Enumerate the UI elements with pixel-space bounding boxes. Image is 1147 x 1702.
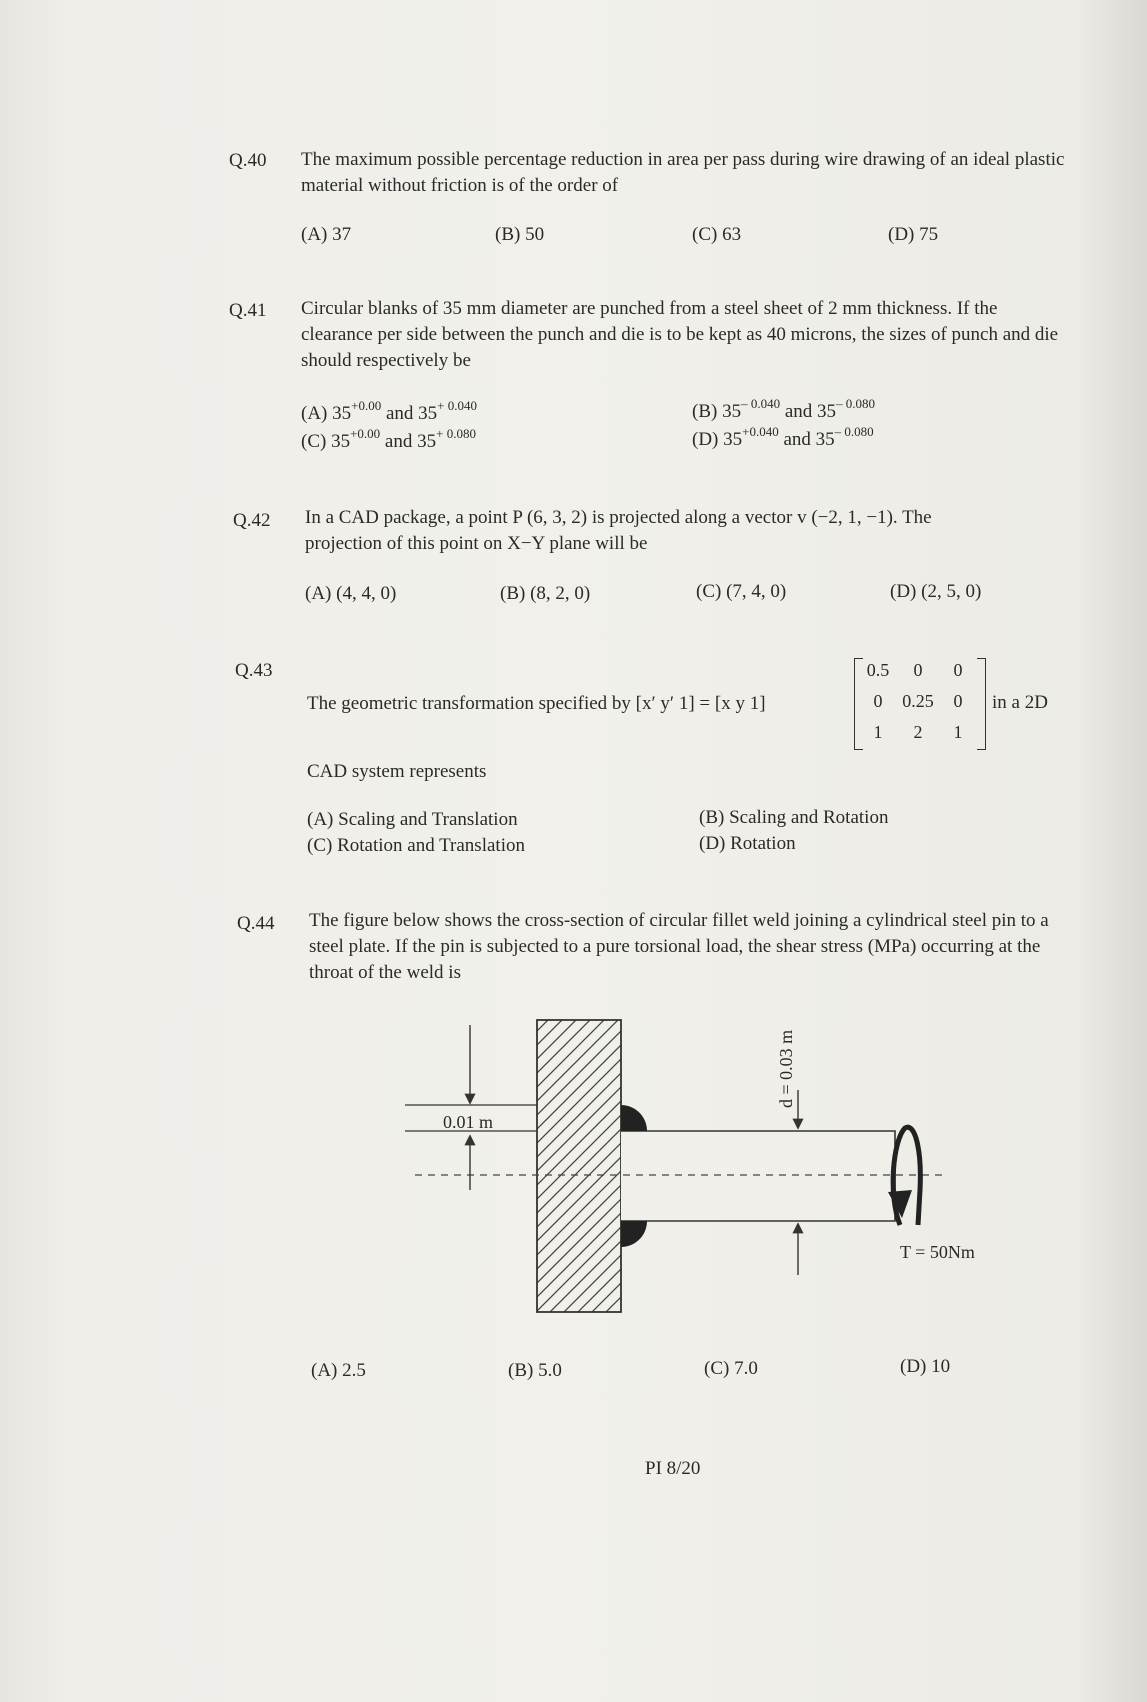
torque-label: T = 50Nm xyxy=(900,1242,975,1262)
matrix-cell: 0 xyxy=(953,691,963,711)
matrix-cell: 2 xyxy=(913,722,923,742)
matrix-cell: 0 xyxy=(873,691,883,711)
question-text: CAD system represents xyxy=(307,761,487,782)
tolerance: +0.040 xyxy=(742,424,779,439)
option-d: (D) 75 xyxy=(888,224,939,245)
question-number: Q.43 xyxy=(235,660,273,681)
option-b: (B) 50 xyxy=(495,224,545,245)
dimension-label-weld: 0.01 m xyxy=(443,1112,494,1132)
steel-plate xyxy=(537,1020,621,1312)
option-d: (D) Rotation xyxy=(699,833,796,854)
question-text: Circular blanks of 35 mm diameter are punched from a steel sheet of 2 mm thickness. If the clearance per side between the punch and die is to be kept as 40 microns, the sizes of punch and die should respectively be xyxy=(301,298,1059,371)
torque-arrow xyxy=(893,1127,920,1225)
option-label: (C) 35 xyxy=(301,431,351,452)
question-number: Q.42 xyxy=(233,510,271,531)
option-label: (B) 35 xyxy=(692,401,742,422)
option-and: and 35 xyxy=(385,403,438,424)
tolerance: +0.00 xyxy=(351,398,382,413)
option-and: and 35 xyxy=(783,429,835,450)
option-a: (A) 2.5 xyxy=(311,1360,366,1381)
question-number: Q.40 xyxy=(229,150,267,171)
page-footer: PI 8/20 xyxy=(645,1458,701,1479)
option-and: and 35 xyxy=(384,431,437,452)
option-b: (B) Scaling and Rotation xyxy=(699,807,889,828)
option-and: and 35 xyxy=(784,401,837,422)
option-c: (C) 7.0 xyxy=(704,1358,758,1379)
question-number: Q.44 xyxy=(237,913,275,934)
fillet-weld-top xyxy=(621,1105,647,1131)
question-text-line: In a CAD package, a point P (6, 3, 2) is projected along a vector v (−2, 1, −1). The xyxy=(305,507,932,528)
option-b: (B) (8, 2, 0) xyxy=(500,583,591,604)
matrix-cell: 1 xyxy=(873,722,883,742)
question-text: The maximum possible percentage reduction in area per pass during wire drawing of an ideal plastic material without friction is of the order of xyxy=(301,149,1065,196)
matrix-cell: 0.5 xyxy=(866,660,890,680)
matrix-cell: 0.25 xyxy=(902,691,934,711)
tolerance: – 0.080 xyxy=(834,424,874,439)
option-a: (A) (4, 4, 0) xyxy=(305,583,397,604)
tolerance: – 0.040 xyxy=(741,396,781,411)
tolerance: + 0.080 xyxy=(436,426,476,441)
option-b: (B) 5.0 xyxy=(508,1360,562,1381)
tolerance: +0.00 xyxy=(350,426,381,441)
option-c: (C) 63 xyxy=(692,224,742,245)
matrix-cell: 0 xyxy=(953,660,963,680)
tolerance: + 0.040 xyxy=(437,398,478,413)
option-c: (C) (7, 4, 0) xyxy=(696,581,787,602)
option-d: (D) (2, 5, 0) xyxy=(890,581,982,602)
option-label: (D) 35 xyxy=(692,429,743,450)
tolerance: – 0.080 xyxy=(836,396,876,411)
question-text: The geometric transformation specified by [x′ y′ 1] = [x y 1] xyxy=(307,693,766,714)
question-text: in a 2D xyxy=(992,692,1048,713)
question-number: Q.41 xyxy=(229,300,267,321)
dimension-label-diameter: d = 0.03 m xyxy=(776,1029,796,1108)
option-a: (A) 37 xyxy=(301,224,352,245)
option-a: (A) Scaling and Translation xyxy=(307,809,518,830)
matrix-cell: 1 xyxy=(953,722,963,742)
steel-pin xyxy=(621,1131,895,1221)
option-c: (C) Rotation and Translation xyxy=(307,835,525,856)
question-text-line: projection of this point on X−Y plane will be xyxy=(305,533,648,554)
option-d: (D) 10 xyxy=(900,1356,951,1377)
fillet-weld-bottom xyxy=(621,1221,647,1247)
option-label: (A) 35 xyxy=(301,403,352,424)
question-text: The figure below shows the cross-section of circular fillet weld joining a cylindrical steel pin to a steel plate. If the pin is subjected to a pure torsional load, the shear stress (MPa) occurring at the throat of the weld is xyxy=(309,910,1049,983)
matrix-cell: 0 xyxy=(913,660,923,680)
